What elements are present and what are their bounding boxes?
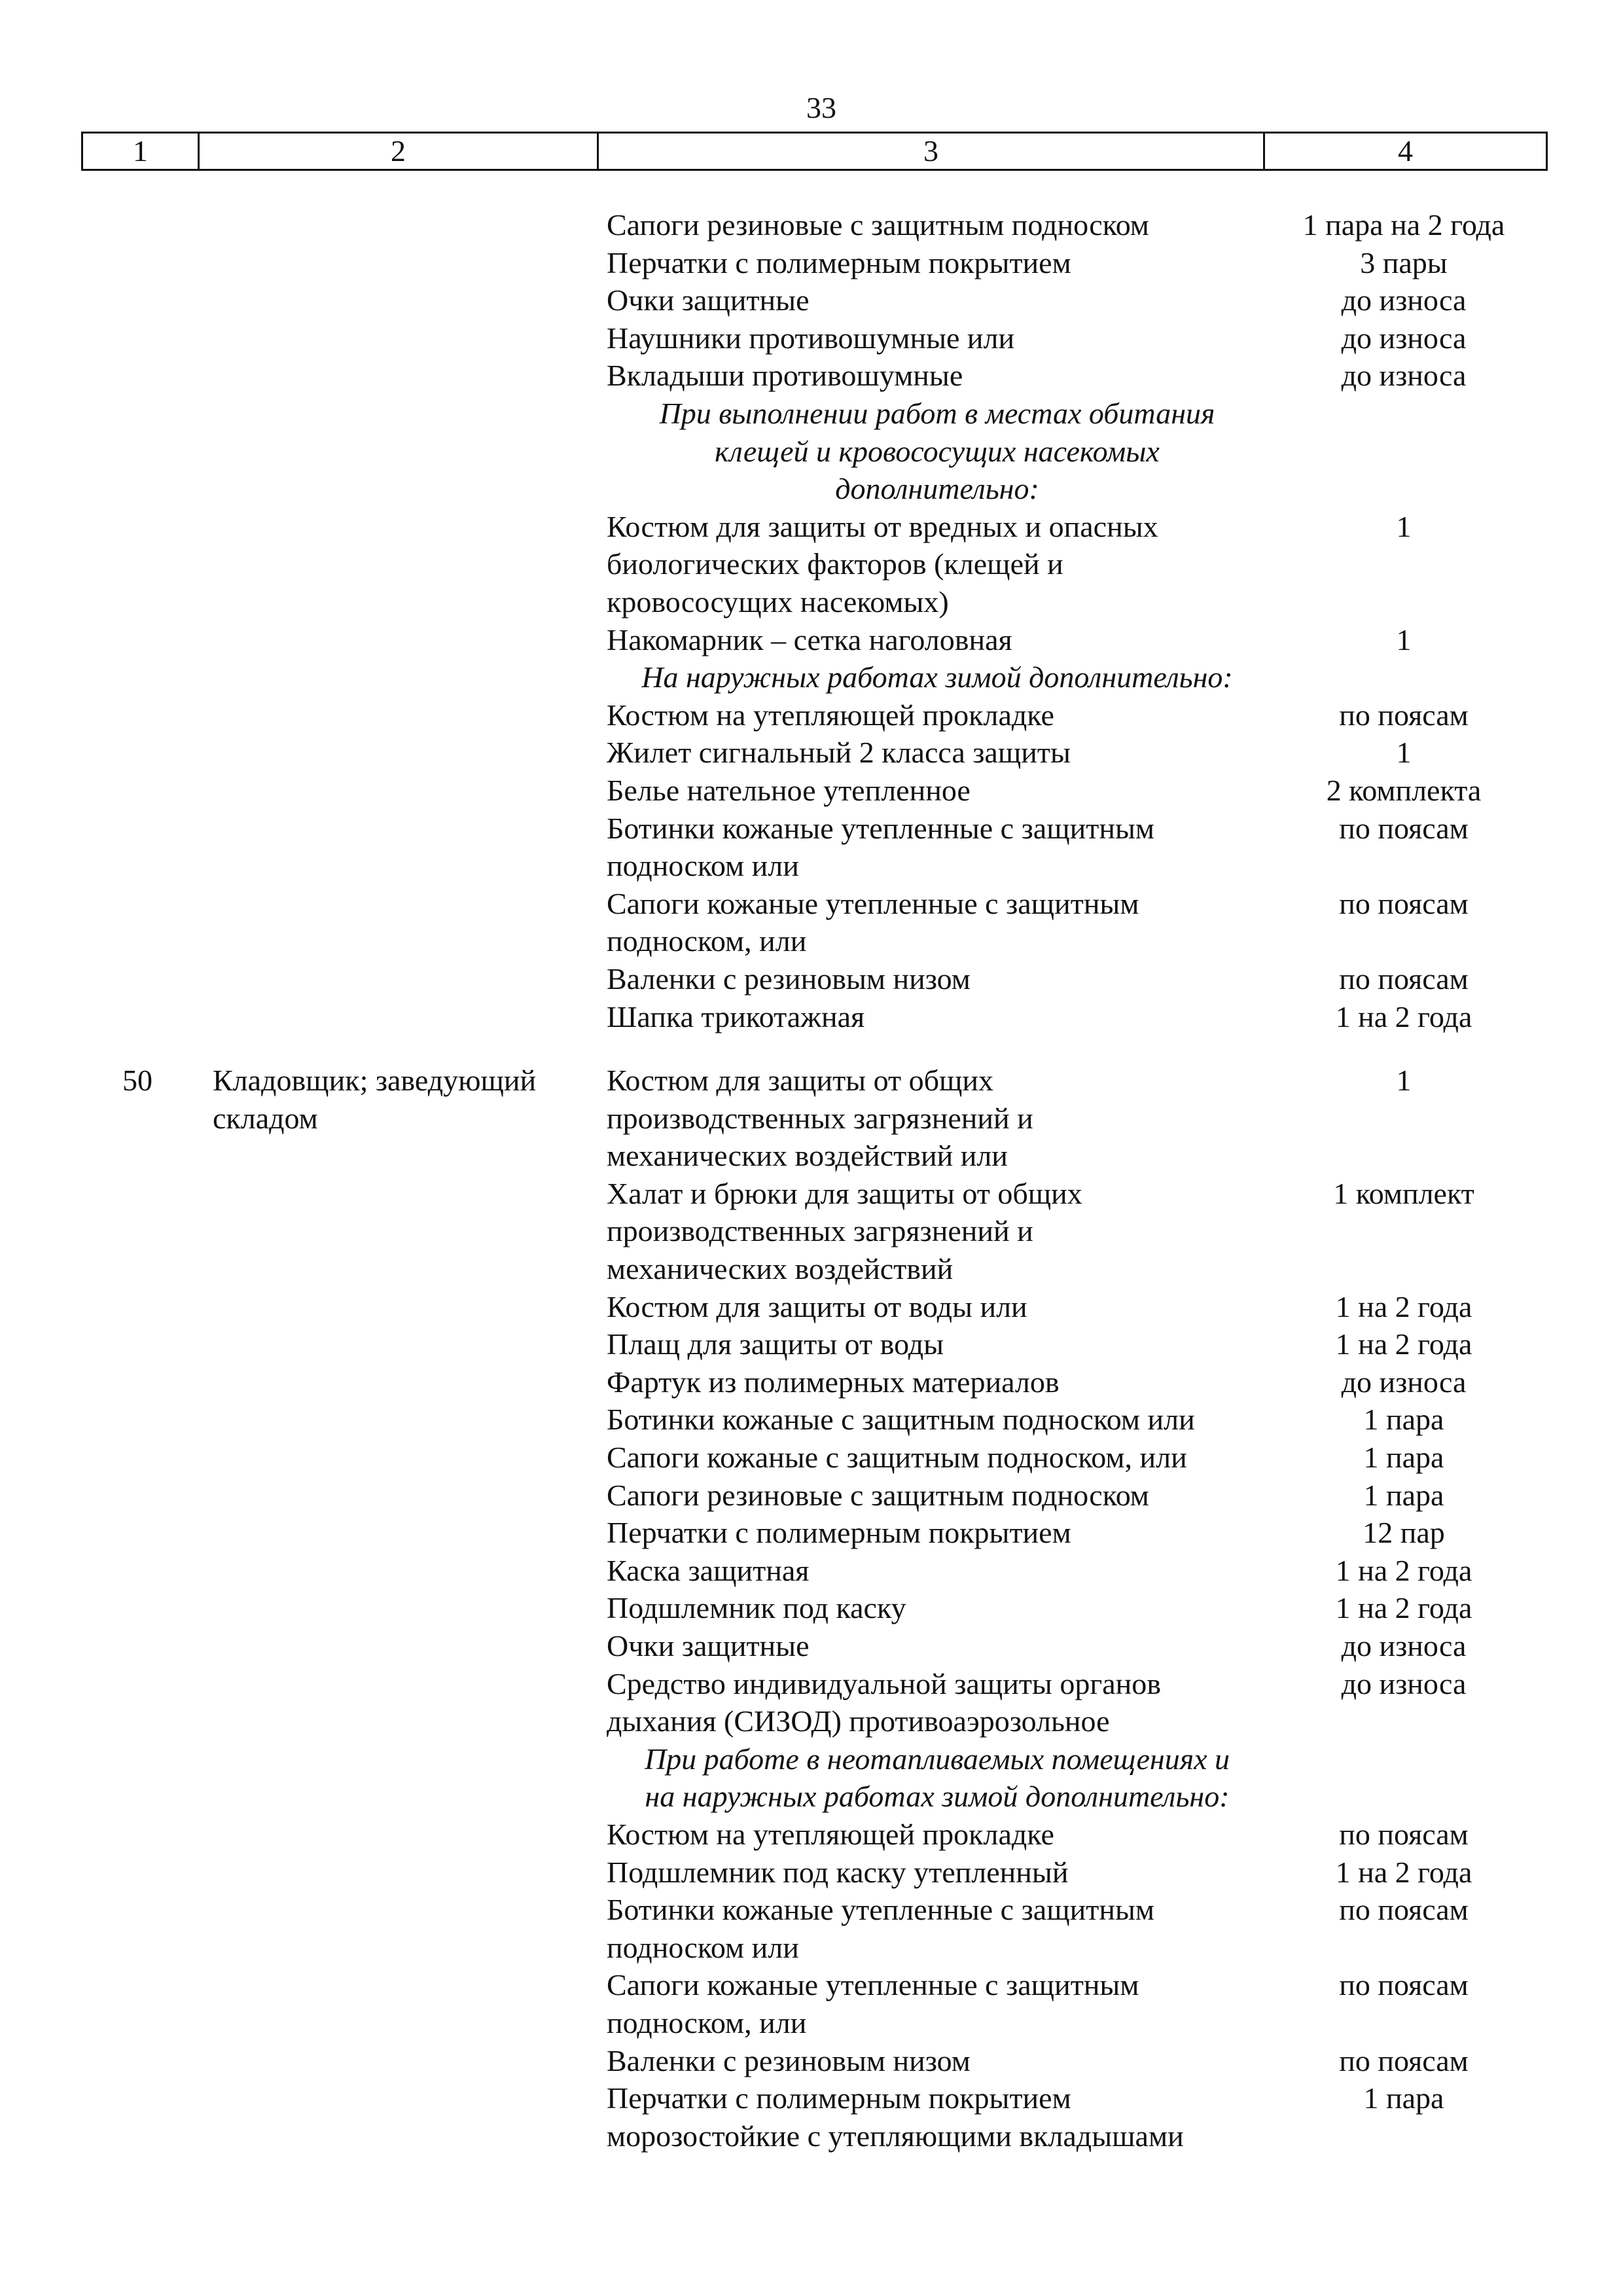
ppe-item-name: подноском, или: [607, 924, 807, 958]
issue-norm: 1: [1396, 622, 1412, 656]
section-subheading: При работе в неотапливаемых помещениях и: [644, 1742, 1230, 1776]
issue-norm: по поясам: [1339, 811, 1469, 845]
ppe-item-name: Перчатки с полимерным покрытием: [607, 2081, 1071, 2115]
issue-norm: по поясам: [1339, 2043, 1469, 2077]
ppe-item-name: Средство индивидуальной защиты органов: [607, 1666, 1161, 1700]
issue-norm: до износа: [1341, 1666, 1467, 1700]
ppe-item-name: кровососущих насекомых): [607, 585, 949, 619]
ppe-item-name: Плащ для защиты от воды: [607, 1327, 944, 1361]
ppe-item-name: Подшлемник под каску: [607, 1591, 906, 1625]
issue-norm: 1 на 2 года: [1335, 1591, 1472, 1625]
issue-norm: до износа: [1341, 1629, 1467, 1662]
ppe-item-name: Перчатки с полимерным покрытием: [607, 245, 1071, 279]
issue-norm: 1 на 2 года: [1335, 1289, 1472, 1323]
issue-norm: 1 комплект: [1333, 1176, 1474, 1210]
ppe-item-name: Шапка трикотажная: [607, 999, 865, 1033]
ppe-item-name: Вкладыши противошумные: [607, 359, 963, 393]
column-header-3: 3: [598, 133, 1264, 170]
issue-norm: 1 на 2 года: [1335, 999, 1472, 1033]
ppe-item-name: Ботинки кожаные утепленные с защитным: [607, 811, 1154, 845]
column-header-row: [81, 132, 1548, 171]
issue-norm: по поясам: [1339, 886, 1469, 920]
ppe-item-name: морозостойкие с утепляющими вкладышами: [607, 2119, 1184, 2153]
ppe-item-name: Очки защитные: [607, 283, 810, 317]
section-subheading: на наружных работах зимой дополнительно:: [645, 1780, 1230, 1814]
ppe-item-name: дыхания (СИЗОД) противоаэрозольное: [607, 1704, 1110, 1738]
issue-norm: 1 пара на 2 года: [1302, 208, 1505, 242]
ppe-item-name: Наушники противошумные или: [607, 321, 1015, 355]
ppe-item-name: подноском, или: [607, 2006, 807, 2039]
issue-norm: по поясам: [1339, 962, 1469, 996]
profession-name: Кладовщик; заведующий: [213, 1064, 537, 1097]
ppe-item-name: Каска защитная: [607, 1553, 810, 1587]
ppe-item-name: Костюм для защиты от вредных и опасных: [607, 509, 1158, 543]
ppe-item-name: Жилет сигнальный 2 класса защиты: [607, 736, 1071, 770]
ppe-item-name: механических воздействий: [607, 1252, 954, 1285]
ppe-item-name: Костюм на утепляющей прокладке: [607, 698, 1054, 732]
issue-norm: 1 пара: [1363, 2081, 1444, 2115]
ppe-item-name: Сапоги резиновые с защитным подноском: [607, 1478, 1149, 1512]
issue-norm: до износа: [1341, 359, 1467, 393]
section-subheading: На наружных работах зимой дополнительно:: [641, 660, 1233, 694]
ppe-item-name: Костюм для защиты от воды или: [607, 1289, 1027, 1323]
section-subheading: дополнительно:: [835, 472, 1039, 506]
ppe-item-name: Халат и брюки для защиты от общих: [607, 1176, 1082, 1210]
ppe-item-name: механических воздействий или: [607, 1139, 1008, 1173]
issue-norm: 1 на 2 года: [1335, 1553, 1472, 1587]
issue-norm: 1: [1396, 1064, 1412, 1097]
issue-norm: до износа: [1341, 1365, 1467, 1399]
issue-norm: 1 на 2 года: [1335, 1327, 1472, 1361]
ppe-item-name: производственных загрязнений и: [607, 1214, 1033, 1248]
ppe-item-name: производственных загрязнений и: [607, 1101, 1033, 1135]
ppe-item-name: Костюм на утепляющей прокладке: [607, 1818, 1054, 1851]
ppe-item-name: Очки защитные: [607, 1629, 810, 1662]
ppe-item-name: биологических факторов (клещей и: [607, 547, 1063, 581]
column-header-2: 2: [199, 133, 598, 170]
issue-norm: по поясам: [1339, 698, 1469, 732]
column-header-4: 4: [1264, 133, 1547, 170]
issue-norm: 1 пара: [1363, 1403, 1444, 1437]
ppe-item-name: подноском или: [607, 849, 799, 883]
ppe-item-name: Сапоги кожаные утепленные с защитным: [607, 886, 1139, 920]
ppe-item-name: Валенки с резиновым низом: [607, 2043, 971, 2077]
page-number: 33: [806, 91, 836, 124]
ppe-item-name: Костюм для защиты от общих: [607, 1064, 994, 1097]
issue-norm: 1: [1396, 736, 1412, 770]
ppe-item-name: Сапоги кожаные утепленные с защитным: [607, 1968, 1139, 2002]
section-subheading: При выполнении работ в местах обитания: [659, 397, 1215, 430]
issue-norm: 1: [1396, 509, 1412, 543]
ppe-item-name: Перчатки с полимерным покрытием: [607, 1516, 1071, 1550]
ppe-item-name: Белье нательное утепленное: [607, 774, 971, 807]
issue-norm: 1 пара: [1363, 1478, 1444, 1512]
column-header-1: 1: [133, 134, 148, 168]
ppe-item-name: Ботинки кожаные с защитным подноском или: [607, 1403, 1195, 1437]
issue-norm: 12 пар: [1363, 1516, 1445, 1550]
profession-name: складом: [213, 1101, 318, 1135]
ppe-item-name: Сапоги кожаные с защитным подноском, или: [607, 1441, 1187, 1474]
ppe-item-name: Сапоги резиновые с защитным подноском: [607, 208, 1149, 242]
issue-norm: по поясам: [1339, 1968, 1469, 2002]
issue-norm: 3 пары: [1360, 245, 1448, 279]
row-number: 50: [122, 1064, 152, 1097]
ppe-item-name: Валенки с резиновым низом: [607, 962, 971, 996]
issue-norm: до износа: [1341, 321, 1467, 355]
issue-norm: 1 на 2 года: [1335, 1855, 1472, 1889]
issue-norm: по поясам: [1339, 1893, 1469, 1927]
issue-norm: 1 пара: [1363, 1441, 1444, 1474]
issue-norm: до износа: [1341, 283, 1467, 317]
ppe-item-name: Ботинки кожаные утепленные с защитным: [607, 1893, 1154, 1927]
ppe-item-name: Фартук из полимерных материалов: [607, 1365, 1060, 1399]
ppe-item-name: подноском или: [607, 1930, 799, 1964]
issue-norm: 2 комплекта: [1326, 774, 1482, 807]
ppe-item-name: Подшлемник под каску утепленный: [607, 1855, 1069, 1889]
ppe-item-name: Накомарник – сетка наголовная: [607, 622, 1012, 656]
section-subheading: клещей и кровососущих насекомых: [715, 434, 1160, 468]
issue-norm: по поясам: [1339, 1818, 1469, 1851]
